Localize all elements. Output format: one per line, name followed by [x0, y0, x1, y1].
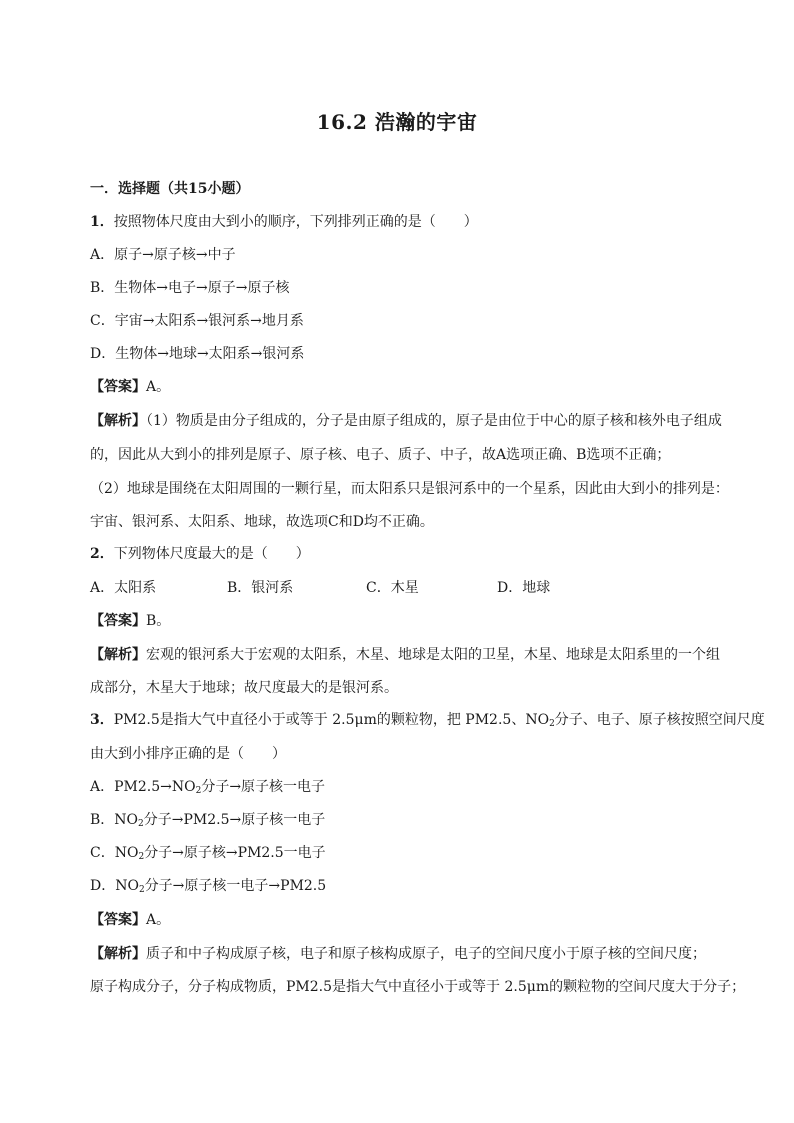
option-b [90, 810, 325, 834]
answer-value: B。 [146, 613, 171, 629]
option-a: A．太阳系 [90, 580, 157, 596]
option-text-cont: 分子→原子核→PM2.5一电子 [144, 845, 326, 861]
question-number: 1． [90, 214, 114, 230]
question-3 [90, 710, 765, 734]
analysis-line [90, 411, 722, 431]
option-c: C．宇宙→太阳系→银河系→地月系 [90, 313, 304, 329]
analysis-line: 的，因此从大到小的排列是原子、原子核、电子、质子、中子，故A选项正确、B选项不正确； [90, 447, 671, 463]
analysis-line: 成部分，木星大于地球；故尺度最大的是银河系。 [90, 680, 398, 696]
option-text: C．NO [90, 845, 139, 861]
analysis-text: 质子和中子构成原子核，电子和原子核构成原子，电子的空间尺度小于原子核的空间尺度； [146, 946, 706, 962]
question-stem: 按照物体尺度由大到小的顺序，下列排列正确的是（ ） [113, 214, 478, 230]
option-b: B．生物体→电子→原子→原子核 [90, 280, 290, 296]
section-heading: 一．选择题（共15小题） [90, 181, 250, 197]
question-stem: PM2.5是指大气中直径小于或等于 2.5μm的颗粒物，把 PM2.5、NO [113, 712, 550, 728]
option-c: C．木星 [366, 580, 419, 596]
subscript: 2 [138, 852, 145, 862]
analysis-text: （1）物质是由分子组成的，分子是由原子组成的，原子是由位于中心的原子核和核外电子组成 [146, 413, 722, 429]
subscript: 2 [138, 885, 145, 895]
analysis-text: 宏观的银河系大于宏观的太阳系，木星、地球是太阳的卫星，木星、地球是太阳系里的一个组 [146, 647, 720, 663]
answer-tag: 【答案】 [90, 379, 146, 395]
option-d: D．地球 [497, 580, 551, 596]
analysis-tag: 【解析】 [90, 946, 146, 962]
question-stem: 下列物体尺度最大的是（ ） [113, 546, 310, 562]
analysis-line: 原子构成分子，分子构成物质，PM2.5是指大气中直径小于或等于 2.5μm的颗粒物的空间尺度大于分子； [90, 979, 746, 995]
answer-line [90, 377, 170, 397]
option-d [90, 876, 326, 900]
subscript: 2 [195, 786, 202, 796]
option-a: A．原子→原子核→中子 [90, 247, 236, 263]
analysis-tag: 【解析】 [90, 413, 146, 429]
option-b: B．银河系 [227, 580, 294, 596]
analysis-tag: 【解析】 [90, 647, 146, 663]
question-number: 3． [90, 712, 114, 728]
option-c [90, 843, 326, 867]
question-2 [90, 544, 310, 564]
subscript: 2 [138, 819, 144, 829]
option-text-cont: 分子→原子核一电子→PM2.5 [144, 878, 327, 894]
answer-line [90, 611, 170, 631]
analysis-line: （2）地球是围绕在太阳周围的一颗行星，而太阳系只是银河系中的一个星系，因此由大到小的排列是： [90, 481, 729, 497]
question-stem-line2: 由大到小排序正确的是（ ） [90, 746, 286, 762]
option-text: B．NO [90, 812, 139, 828]
options-row [90, 578, 710, 598]
answer-line [90, 910, 170, 930]
option-text: D．NO [90, 878, 139, 894]
question-number: 2． [90, 546, 114, 562]
analysis-line [90, 944, 706, 964]
answer-tag: 【答案】 [90, 613, 146, 629]
option-text-cont: 分子→原子核一电子 [201, 779, 326, 795]
answer-value: A。 [146, 379, 171, 395]
analysis-line [90, 645, 720, 665]
option-d: D．生物体→地球→太阳系→银河系 [90, 346, 305, 362]
subscript: 2 [549, 719, 555, 729]
question-stem-cont: 分子、电子、原子核按照空间尺度 [554, 712, 765, 728]
question-1 [90, 212, 478, 232]
option-text: A．PM2.5→NO [90, 779, 196, 795]
answer-tag: 【答案】 [90, 912, 146, 928]
page-title: 16.2 浩瀚的宇宙 [316, 110, 478, 134]
analysis-line: 宇宙、银河系、太阳系、地球，故选项C和D均不正确。 [90, 514, 434, 530]
answer-value: A。 [146, 912, 171, 928]
option-a [90, 777, 325, 801]
option-text-cont: 分子→PM2.5→原子核一电子 [143, 812, 326, 828]
